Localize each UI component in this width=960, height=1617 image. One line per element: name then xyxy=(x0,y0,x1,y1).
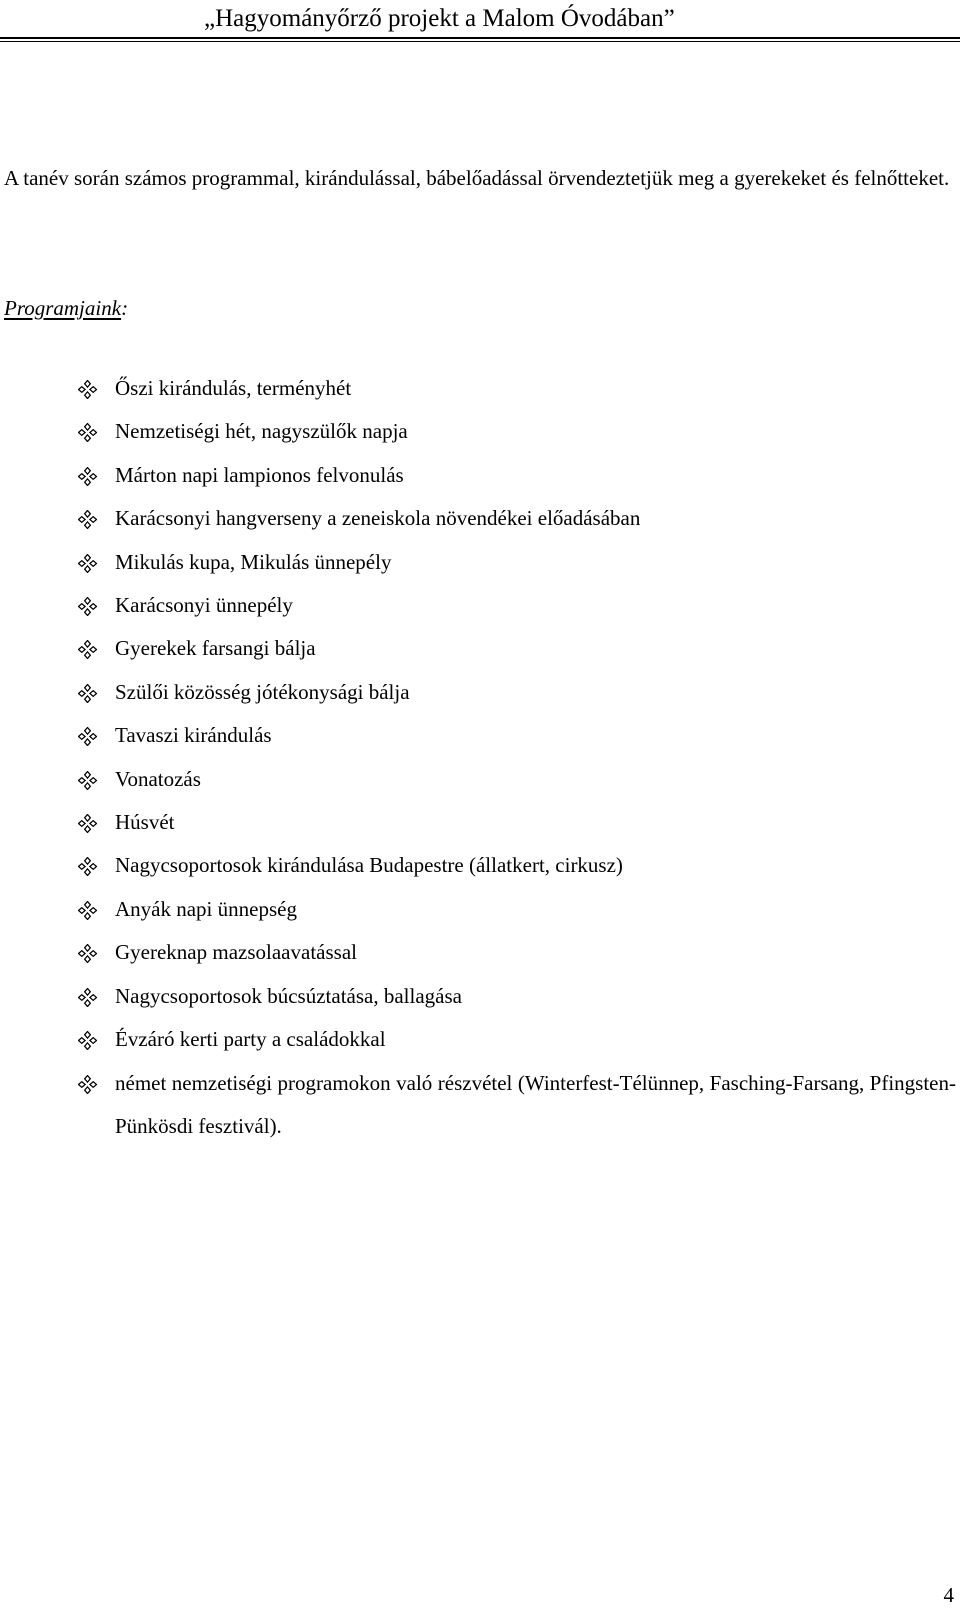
list-item xyxy=(0,844,960,887)
list-item xyxy=(0,584,960,627)
four-diamond-bullet-icon xyxy=(78,814,97,833)
list-item-text: Őszi kirándulás, terményhét xyxy=(115,376,352,400)
four-diamond-bullet-icon xyxy=(78,554,97,573)
list-item-text: Mikulás kupa, Mikulás ünnepély xyxy=(115,549,392,574)
list-item-text: Húsvét xyxy=(115,810,175,835)
page-header xyxy=(0,0,960,40)
intro-paragraph: A tanév során számos programmal, kirándulással, bábelőadással örvendeztetjük meg a gyerekeket és felnőtteket. xyxy=(4,166,950,190)
list-item-text: Vonatozás xyxy=(115,766,201,791)
list-item-text: Évzáró kerti party a családokkal xyxy=(115,1027,386,1052)
four-diamond-bullet-icon xyxy=(78,640,97,659)
list-item-text: Nagycsoportosok kirándulása Budapestre (állatkert, cirkusz) xyxy=(115,853,623,878)
list-item xyxy=(0,627,960,670)
four-diamond-bullet-icon xyxy=(78,1075,97,1094)
list-item xyxy=(0,541,960,584)
header-rule xyxy=(0,37,960,39)
programs-heading xyxy=(4,293,128,323)
list-item-text: Nemzetiségi hét, nagyszülők napja xyxy=(115,419,408,444)
list-item-text: Tavaszi kirándulás xyxy=(115,723,272,748)
list-item xyxy=(0,975,960,1018)
four-diamond-bullet-icon xyxy=(78,684,97,703)
list-item xyxy=(0,497,960,540)
list-item xyxy=(0,888,960,931)
list-item-text: Anyák napi ünnepség xyxy=(115,896,297,921)
four-diamond-bullet-icon xyxy=(78,857,97,876)
four-diamond-bullet-icon xyxy=(78,771,97,790)
four-diamond-bullet-icon xyxy=(78,988,97,1007)
four-diamond-bullet-icon xyxy=(78,423,97,442)
header-rule-thin xyxy=(0,41,960,42)
header-title: „Hagyományőrző projekt a Malom Óvodában” xyxy=(204,5,675,32)
four-diamond-bullet-icon xyxy=(78,1031,97,1050)
list-item xyxy=(0,410,960,453)
programs-heading-colon: : xyxy=(121,296,129,320)
four-diamond-bullet-icon xyxy=(78,510,97,529)
list-item xyxy=(0,1018,960,1061)
four-diamond-bullet-icon xyxy=(78,727,97,746)
page-number: 4 xyxy=(943,1583,954,1607)
list-item-text: Gyerekek farsangi bálja xyxy=(115,636,316,661)
list-item-text: Gyereknap mazsolaavatással xyxy=(115,940,357,965)
list-item xyxy=(0,367,960,410)
program-list xyxy=(0,367,960,1148)
list-item xyxy=(0,671,960,714)
list-item xyxy=(0,801,960,844)
four-diamond-bullet-icon xyxy=(78,380,97,399)
list-item-text: Nagycsoportosok búcsúztatása, ballagása xyxy=(115,983,462,1008)
list-item-text: Karácsonyi hangverseny a zeneiskola növendékei előadásában xyxy=(115,506,641,531)
programs-heading-text: Programjaink xyxy=(4,296,122,320)
list-item-text: Karácsonyi ünnepély xyxy=(115,593,293,618)
list-item xyxy=(0,1062,960,1149)
list-item-text: német nemzetiségi programokon való részvétel (Winterfest-Télünnep, Fasching-Farsang, Pfingsten-Pünkösdi fesztivál). xyxy=(115,1070,956,1138)
list-item xyxy=(0,454,960,497)
list-item-text: Márton napi lampionos felvonulás xyxy=(115,462,404,487)
list-item-text: Szülői közösség jótékonysági bálja xyxy=(115,679,410,704)
four-diamond-bullet-icon xyxy=(78,467,97,486)
four-diamond-bullet-icon xyxy=(78,944,97,963)
list-item xyxy=(0,758,960,801)
list-item xyxy=(0,931,960,974)
four-diamond-bullet-icon xyxy=(78,901,97,920)
list-item xyxy=(0,714,960,757)
four-diamond-bullet-icon xyxy=(78,597,97,616)
